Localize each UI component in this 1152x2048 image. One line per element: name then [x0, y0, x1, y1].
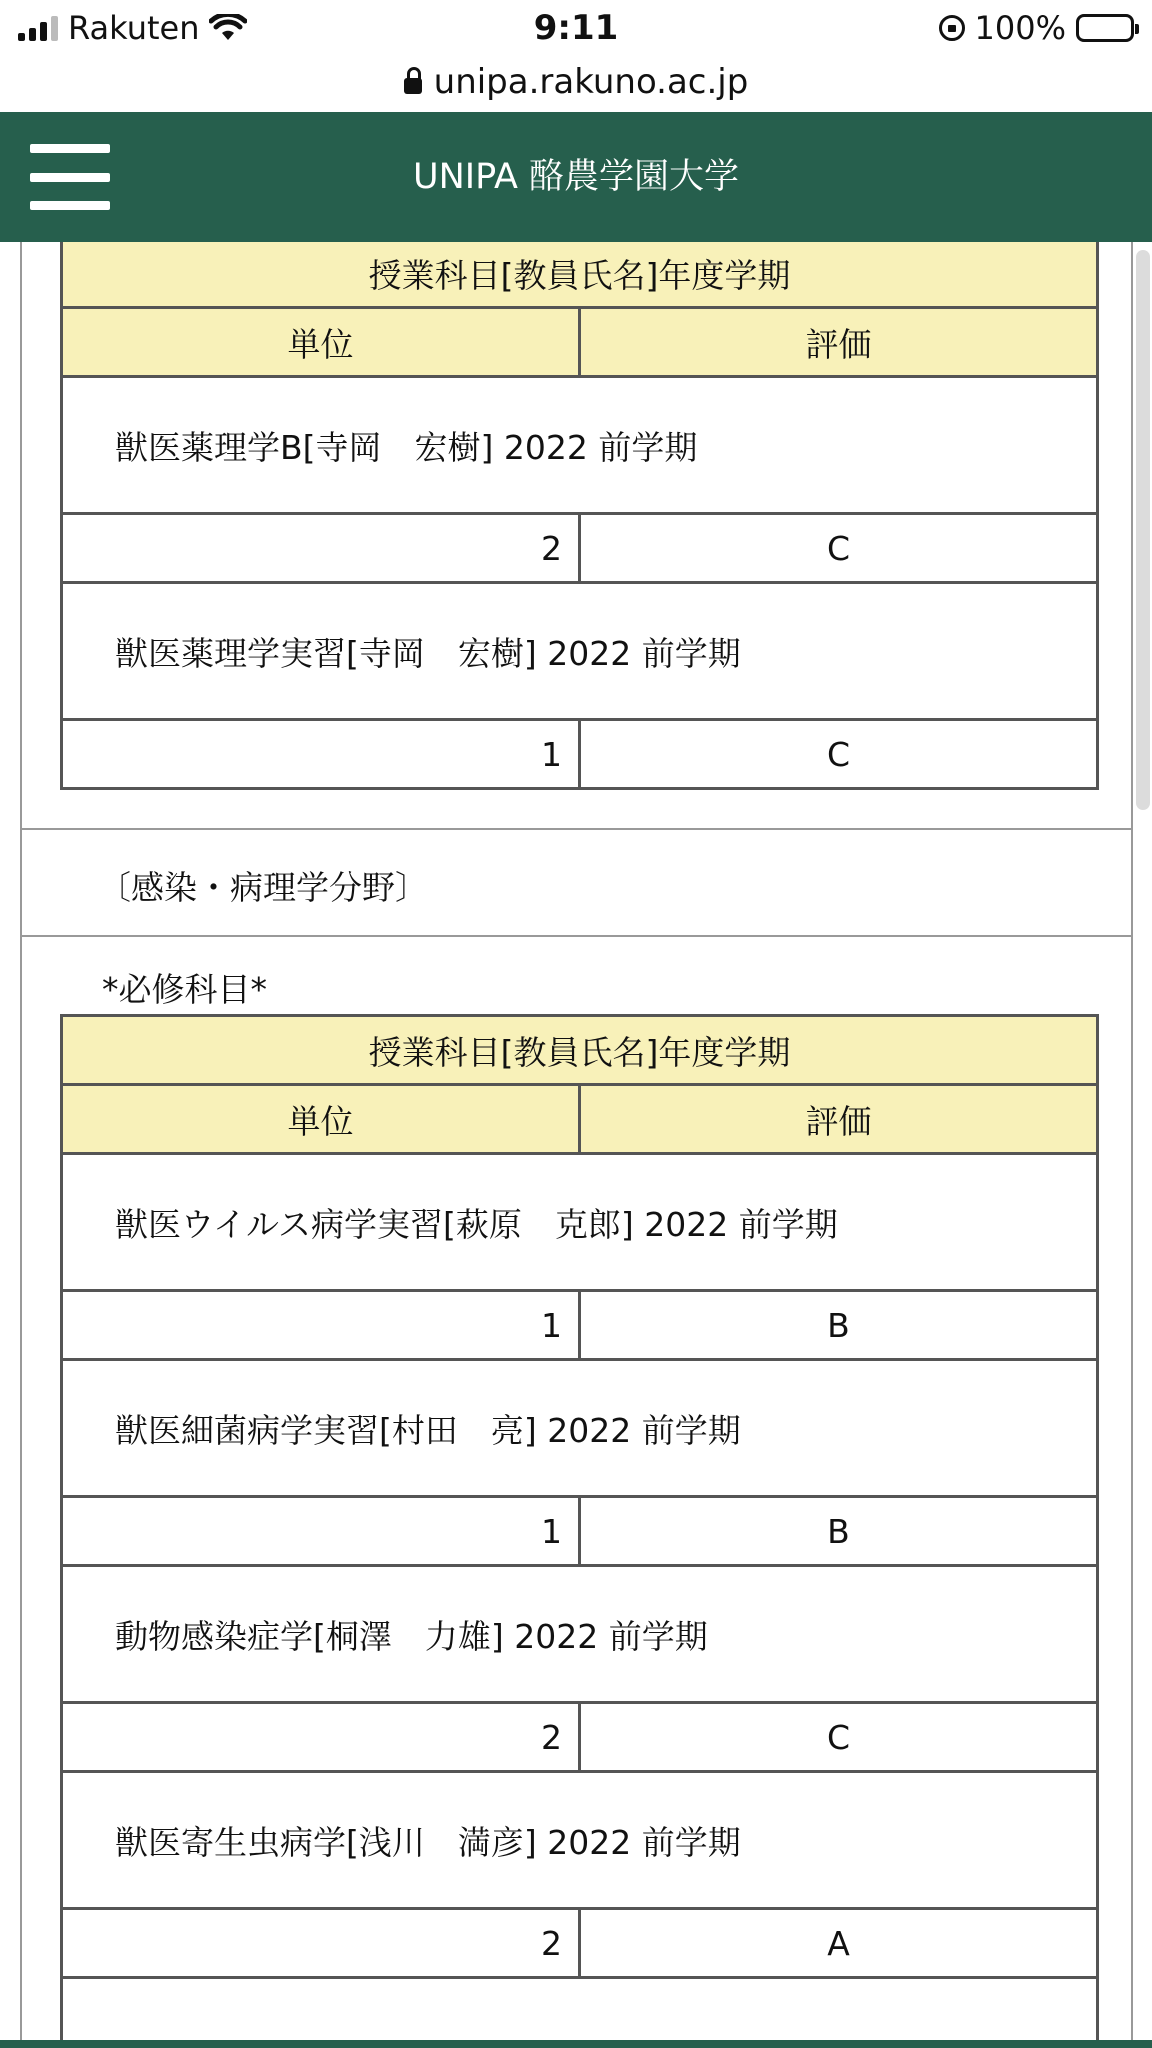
table-row — [62, 1703, 1098, 1772]
table-row — [62, 1154, 1098, 1291]
section-divider — [22, 828, 1131, 830]
course-cell: 獣医寄生虫病学[浅川 満彦] 2022 前学期 — [62, 1772, 1098, 1909]
table-row — [62, 377, 1098, 514]
table-header-row — [62, 1016, 1098, 1085]
course-cell: 獣医細菌病学実習[村田 亮] 2022 前学期 — [62, 1360, 1098, 1497]
units-cell: 1 — [62, 1497, 580, 1566]
orientation-lock-icon — [939, 15, 965, 41]
grade-column-header: 評価 — [580, 308, 1098, 377]
url-text[interactable]: unipa.rakuno.ac.jp — [433, 62, 749, 102]
table-header-row — [62, 1085, 1098, 1154]
units-cell: 2 — [62, 1703, 580, 1772]
status-right — [939, 8, 1134, 48]
units-cell: 2 — [62, 1909, 580, 1978]
course-cell: 獣医薬理学実習[寺岡 宏樹] 2022 前学期 — [62, 583, 1098, 720]
course-column-header: 授業科目[教員氏名]年度学期 — [62, 242, 1098, 308]
table-header-row — [62, 308, 1098, 377]
table-header-row — [62, 242, 1098, 308]
table-row — [62, 1978, 1098, 2048]
page-title: UNIPA 酪農学園大学 — [412, 157, 740, 197]
battery-icon — [1076, 14, 1134, 42]
grade-cell: A — [580, 1909, 1098, 1978]
table-row — [62, 583, 1098, 720]
table-row — [62, 1566, 1098, 1703]
battery-percent: 100% — [974, 9, 1066, 47]
grades-table-1 — [60, 242, 1099, 790]
table-row — [62, 1291, 1098, 1360]
section-divider — [22, 935, 1131, 937]
course-cell: 動物感染症学[桐澤 力雄] 2022 前学期 — [62, 1566, 1098, 1703]
lock-icon — [404, 78, 422, 94]
course-cell-partial — [62, 1978, 1098, 2048]
units-cell: 1 — [62, 720, 580, 789]
scrollbar-thumb[interactable] — [1136, 250, 1150, 810]
course-cell: 獣医ウイルス病学実習[萩原 克郎] 2022 前学期 — [62, 1154, 1098, 1291]
table-row — [62, 514, 1098, 583]
units-column-header: 単位 — [62, 308, 580, 377]
url-bar[interactable] — [0, 52, 1152, 112]
grade-cell: C — [580, 720, 1098, 789]
grade-cell: C — [580, 514, 1098, 583]
table-row — [62, 1360, 1098, 1497]
grade-cell: B — [580, 1291, 1098, 1360]
carrier-label: Rakuten — [68, 9, 200, 47]
grades-content — [20, 242, 1133, 2048]
status-bar — [0, 0, 1152, 58]
grade-column-header: 評価 — [580, 1085, 1098, 1154]
section-label: 〔感染・病理学分野〕 — [98, 868, 428, 907]
units-column-header: 単位 — [62, 1085, 580, 1154]
bottom-bar — [0, 2040, 1152, 2048]
table-row — [62, 1909, 1098, 1978]
table-row — [62, 720, 1098, 789]
status-time: 9:11 — [533, 8, 619, 48]
required-subjects-label: *必修科目* — [102, 970, 267, 1009]
grade-cell: C — [580, 1703, 1098, 1772]
grades-table-2 — [60, 1014, 1099, 2048]
table-row — [62, 1772, 1098, 1909]
table-row — [62, 1497, 1098, 1566]
course-cell: 獣医薬理学B[寺岡 宏樹] 2022 前学期 — [62, 377, 1098, 514]
units-cell: 2 — [62, 514, 580, 583]
units-cell: 1 — [62, 1291, 580, 1360]
app-header — [0, 112, 1152, 242]
course-column-header: 授業科目[教員氏名]年度学期 — [62, 1016, 1098, 1085]
grade-cell: B — [580, 1497, 1098, 1566]
